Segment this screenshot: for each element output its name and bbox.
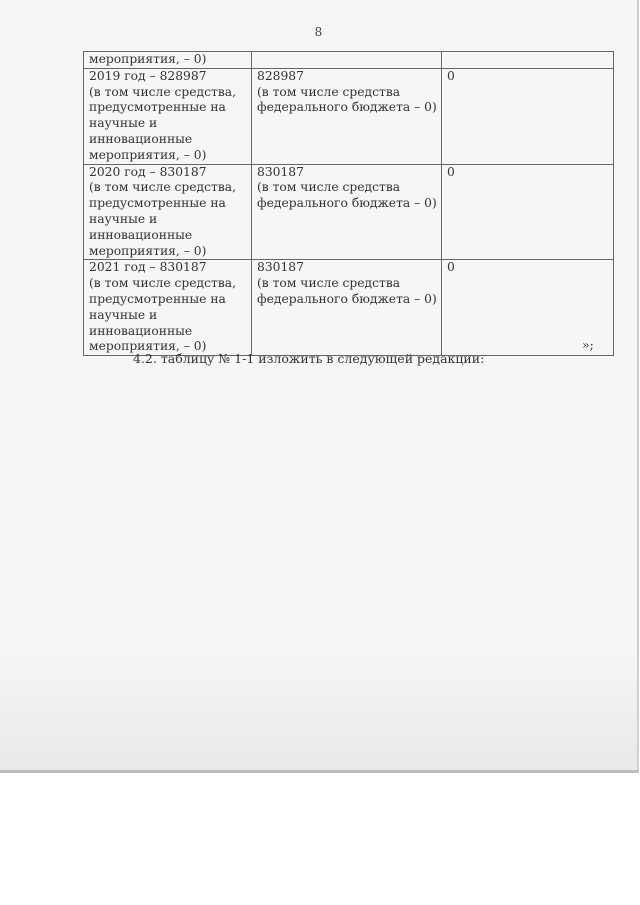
table-cell: 0 [442, 68, 614, 164]
table-cell [252, 52, 442, 69]
table-cell: мероприятия, – 0) [84, 52, 252, 69]
table-row [84, 164, 614, 260]
table-cell [442, 52, 614, 69]
table-cell: 0 [442, 164, 614, 260]
table-cell: 830187 (в том числе средства федерального бюджета – 0) [252, 164, 442, 260]
table-cell: 2020 год – 830187 (в том числе средства, предусмотренные на научные и инновационные мероприятия, – 0) [84, 164, 252, 260]
funding-table [83, 51, 614, 356]
table-cell: 2021 год – 830187 (в том числе средства, предусмотренные на научные и инновационные мероприятия, – 0) [84, 260, 252, 356]
table-row [84, 260, 614, 356]
amendment-paragraph: 4.2. таблицу № 1-1 изложить в следующей редакции: [133, 351, 485, 366]
table-row [84, 68, 614, 164]
table-cell: 2019 год – 828987 (в том числе средства, предусмотренные на научные и инновационные мероприятия, – 0) [84, 68, 252, 164]
table-cell: 0 [442, 260, 614, 356]
table-cell: 828987 (в том числе средства федерального бюджета – 0) [252, 68, 442, 164]
closing-quote: »; [582, 337, 594, 352]
table-cell: 830187 (в том числе средства федерального бюджета – 0) [252, 260, 442, 356]
table-row [84, 52, 614, 69]
page-number: 8 [314, 25, 323, 39]
